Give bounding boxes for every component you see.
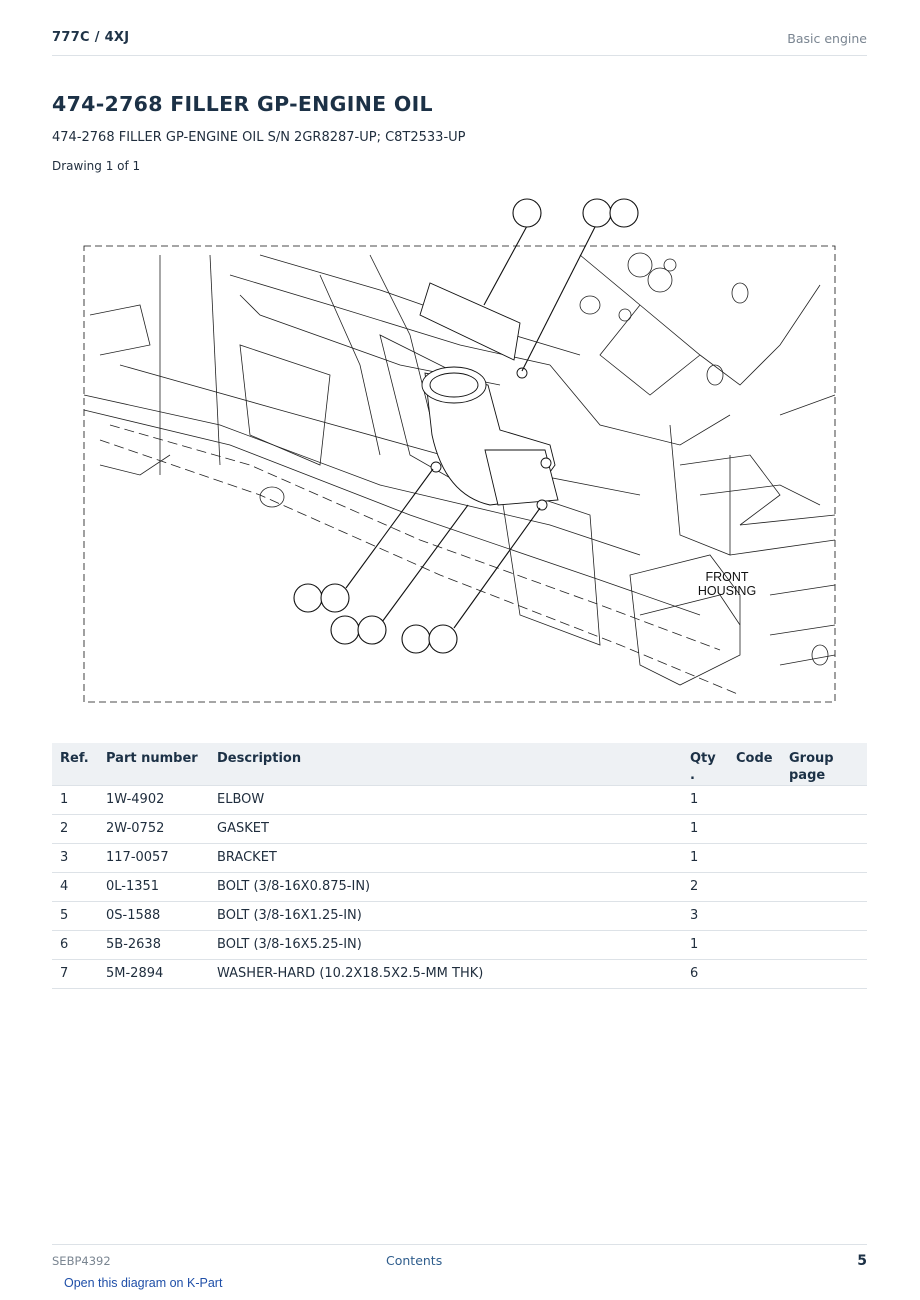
table-row	[52, 814, 867, 843]
cell-group-page	[781, 872, 867, 901]
cell-qty: 6	[682, 959, 728, 988]
cell-qty: 1	[682, 843, 728, 872]
cell-group-page	[781, 785, 867, 814]
cell-part-number: 5B-2638	[98, 930, 209, 959]
cell-ref: 4	[52, 872, 98, 901]
cell-part-number: 5M-2894	[98, 959, 209, 988]
cell-code	[728, 785, 781, 814]
page-footer	[52, 1244, 867, 1275]
parts-table	[52, 743, 867, 989]
page-subtitle: 474-2768 FILLER GP-ENGINE OIL S/N 2GR8287-UP; C8T2533-UP	[52, 130, 466, 145]
table-row	[52, 901, 867, 930]
header-qty: Qty .	[682, 743, 728, 785]
cell-ref: 6	[52, 930, 98, 959]
cell-group-page	[781, 814, 867, 843]
cell-ref: 7	[52, 959, 98, 988]
cell-part-number: 0L-1351	[98, 872, 209, 901]
section-label: Basic engine	[787, 31, 867, 46]
cell-qty: 1	[682, 785, 728, 814]
model-label: 777C / 4XJ	[52, 30, 130, 45]
table-row	[52, 843, 867, 872]
cell-description: BOLT (3/8-16X1.25-IN)	[209, 901, 682, 930]
cell-code	[728, 814, 781, 843]
table-row	[52, 785, 867, 814]
cell-part-number: 117-0057	[98, 843, 209, 872]
cell-ref: 2	[52, 814, 98, 843]
cell-code	[728, 959, 781, 988]
table-row	[52, 959, 867, 988]
cell-part-number: 0S-1588	[98, 901, 209, 930]
cell-group-page	[781, 901, 867, 930]
cell-group-page	[781, 843, 867, 872]
cell-ref: 3	[52, 843, 98, 872]
table-header-row	[52, 743, 867, 785]
header-description: Description	[209, 743, 682, 785]
cell-qty: 3	[682, 901, 728, 930]
cell-description: ELBOW	[209, 785, 682, 814]
cell-code	[728, 930, 781, 959]
cell-description: GASKET	[209, 814, 682, 843]
cell-qty: 1	[682, 930, 728, 959]
cell-qty: 2	[682, 872, 728, 901]
cell-group-page	[781, 930, 867, 959]
cell-description: BRACKET	[209, 843, 682, 872]
table-row	[52, 872, 867, 901]
cell-code	[728, 872, 781, 901]
cell-ref: 1	[52, 785, 98, 814]
header-part-number: Part number	[98, 743, 209, 785]
table-row	[52, 930, 867, 959]
parts-diagram	[80, 195, 840, 710]
cell-code	[728, 843, 781, 872]
drawing-count: Drawing 1 of 1	[52, 159, 141, 173]
diagram-label-housing: HOUSING	[697, 584, 757, 598]
cell-group-page	[781, 959, 867, 988]
page-title: 474-2768 FILLER GP-ENGINE OIL	[52, 92, 433, 116]
header-code: Code	[728, 743, 781, 785]
cell-qty: 1	[682, 814, 728, 843]
header-group-page: Group page	[781, 743, 867, 785]
cell-part-number: 2W-0752	[98, 814, 209, 843]
diagram-label-front: FRONT	[705, 570, 749, 584]
contents-link[interactable]: Contents	[386, 1253, 443, 1268]
document-id: SEBP4392	[52, 1254, 111, 1268]
page-header	[52, 30, 867, 56]
cell-part-number: 1W-4902	[98, 785, 209, 814]
kpart-link[interactable]: Open this diagram on K-Part	[64, 1276, 223, 1290]
cell-description: WASHER-HARD (10.2X18.5X2.5-MM THK)	[209, 959, 682, 988]
cell-code	[728, 901, 781, 930]
cell-description: BOLT (3/8-16X5.25-IN)	[209, 930, 682, 959]
cell-ref: 5	[52, 901, 98, 930]
page-number: 5	[857, 1253, 867, 1269]
header-ref: Ref.	[52, 743, 98, 785]
cell-description: BOLT (3/8-16X0.875-IN)	[209, 872, 682, 901]
